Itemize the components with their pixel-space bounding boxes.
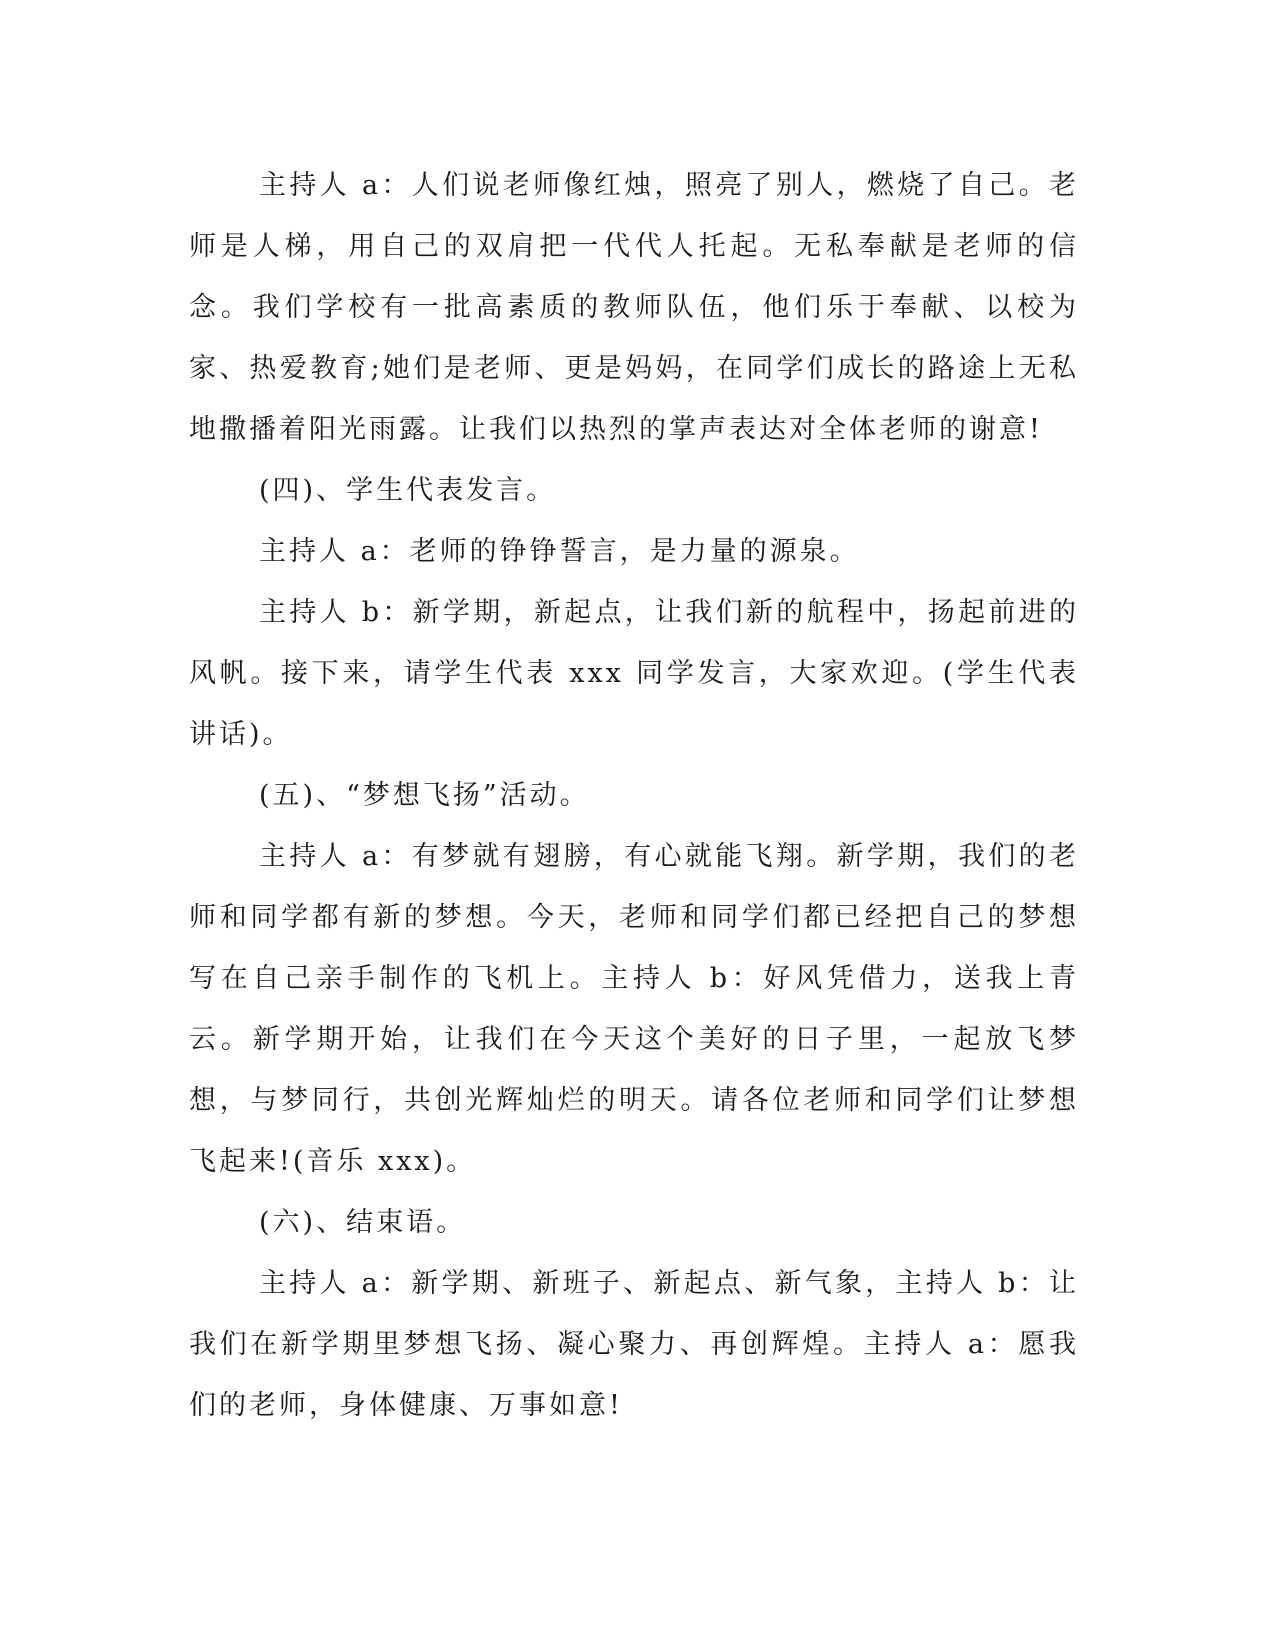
paragraph-host-b-student-rep: 主持人 b：新学期，新起点，让我们新的航程中，扬起前进的风帆。接下来，请学生代表 xxx 同学发言，大家欢迎。(学生代表讲话)。 bbox=[189, 597, 1079, 750]
section-heading-4: (四)、学生代表发言。 bbox=[259, 475, 557, 506]
section-heading-5: (五)、“梦想飞扬”活动。 bbox=[259, 780, 590, 811]
document-body bbox=[189, 155, 1079, 1436]
paragraph-closing: 主持人 a：新学期、新班子、新起点、新气象，主持人 b：让我们在新学期里梦想飞扬、凝心聚力、再创辉煌。主持人 a：愿我们的老师，身体健康、万事如意! bbox=[189, 1268, 1079, 1421]
paragraph-dream-activity: 主持人 a：有梦就有翅膀，有心就能飞翔。新学期，我们的老师和同学都有新的梦想。今天，老师和同学们都已经把自己的梦想写在自己亲手制作的飞机上。主持人 b：好风凭借力，送我上青云。新学期开始，让我们在今天这个美好的日子里，一起放飞梦想，与梦同行，共创光辉灿烂的明天。请各位老师和同学们让梦想飞起来!(音乐 xxx)。 bbox=[189, 841, 1079, 1177]
paragraph-host-a-teachers: 主持人 a：人们说老师像红烛，照亮了别人，燃烧了自己。老师是人梯，用自己的双肩把一代代人托起。无私奉献是老师的信念。我们学校有一批高素质的教师队伍，他们乐于奉献、以校为家、热爱教育;她们是老师、更是妈妈，在同学们成长的路途上无私地撒播着阳光雨露。让我们以热烈的掌声表达对全体老师的谢意! bbox=[189, 170, 1079, 445]
section-heading-6: (六)、结束语。 bbox=[259, 1207, 467, 1238]
paragraph-host-a-oath: 主持人 a：老师的铮铮誓言，是力量的源泉。 bbox=[259, 536, 860, 567]
